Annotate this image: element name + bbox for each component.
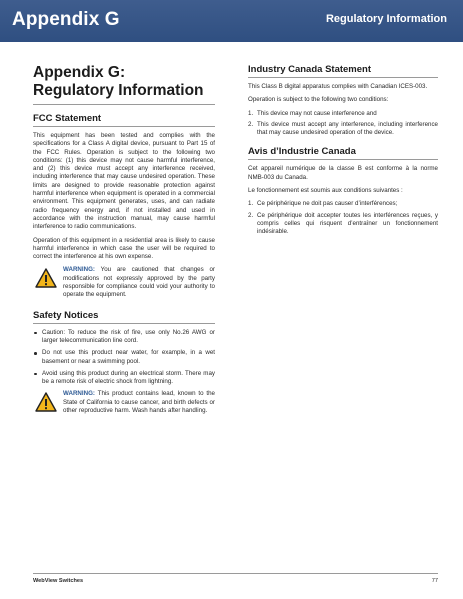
page-title-line2: Regulatory Information — [33, 82, 204, 99]
footer-product-name: WebView Switches — [33, 578, 84, 584]
page-title — [33, 64, 215, 100]
warning-body: You are cautioned that changes or modifications not expressly approved by the party responsible for compliance could void your authority to operate the equipment. — [63, 266, 215, 299]
industry-canada-conditions — [248, 110, 438, 138]
fcc-warning — [33, 266, 215, 299]
list-item: 1. This device may not cause interference and — [248, 109, 377, 117]
industry-canada-paragraph-1: This Class B digital apparatus complies with Canadian ICES-003. — [248, 83, 428, 90]
list-item: 2. This device must accept any interference, including interference that may cause undesired operation of the device. — [248, 120, 438, 137]
footer-divider — [33, 573, 438, 574]
warning-icon — [35, 268, 57, 288]
avis-divider — [248, 159, 438, 160]
safety-warning-text — [63, 390, 215, 415]
fcc-heading: FCC Statement — [33, 113, 102, 124]
bullet-icon — [34, 352, 37, 355]
chapter-title: Regulatory Information — [325, 13, 447, 25]
page-title-line1: Appendix G: — [33, 64, 126, 81]
safety-list — [33, 329, 215, 387]
page-number: 77 — [431, 578, 438, 584]
warning-label: WARNING: — [63, 390, 95, 398]
industry-canada-divider — [248, 77, 438, 78]
list-item: Caution: To reduce the risk of fire, use only No.26 AWG or larger telecommunication line cord. — [33, 329, 215, 346]
bullet-icon — [34, 332, 37, 335]
avis-heading: Avis d’Industrie Canada — [248, 146, 356, 158]
left-column — [33, 64, 215, 421]
list-item: Do not use this product near water, for example, in a wet basement or near a swimming pool. — [33, 349, 215, 366]
list-item: 1. Ce périphérique ne doit pas causer d’interférences; — [248, 200, 398, 208]
safety-heading: Safety Notices — [33, 309, 99, 321]
bullet-icon — [34, 373, 37, 376]
fcc-paragraph-1: This equipment has been tested and complies with the specifications for a Class A digital device, pursuant to Part 15 of the FCC Rules. Operation is subject to the following two conditions: (1) this device may not cause harmful interference, and (2) this device must accept any interference received, including interference that may cause undesired operation. These limits are designed to provide reasonable protection against harmful interference when equipment is operated in a commercial environment. This equipment generates, uses, and can radiate radio frequency energy and, if not installed and used in accordance with the instruction manual, may cause harmful interference to radio communications. — [33, 132, 215, 231]
warning-label: WARNING: — [63, 266, 95, 274]
fcc-divider — [33, 126, 215, 127]
safety-divider — [33, 323, 215, 324]
appendix-label: Appendix G — [12, 9, 120, 30]
list-item: 2. Ce périphérique doit accepter toutes les interférences reçues, y compris celles qui risquent d’entraîner un fonctionnement indésirable. — [248, 211, 438, 236]
industry-canada-paragraph-2: Operation is subject to the following two conditions: — [248, 96, 389, 104]
avis-conditions — [248, 200, 438, 236]
right-column — [248, 64, 438, 242]
avis-paragraph-2: Le fonctionnement est soumis aux conditions suivantes : — [248, 187, 403, 195]
avis-paragraph-1: Cet appareil numérique de la classe B est conforme à la norme NMB-003 du Canada. — [248, 165, 438, 181]
fcc-paragraph-2: Operation of this equipment in a residential area is likely to cause harmful interference in which case the user will be required to correct the interference at his own expense. — [33, 236, 215, 261]
warning-body: This product contains lead, known to the State of California to cause cancer, and birth defects or other reproductive harm. Wash hands after handling. — [63, 390, 215, 415]
page-header — [0, 0, 463, 42]
industry-canada-heading: Industry Canada Statement — [248, 64, 371, 75]
warning-icon — [35, 392, 57, 412]
title-divider — [33, 104, 215, 105]
safety-warning — [33, 390, 215, 415]
list-item: Avoid using this product during an electrical storm. There may be a remote risk of electric shock from lightning. — [33, 370, 215, 387]
fcc-warning-text — [63, 266, 215, 299]
